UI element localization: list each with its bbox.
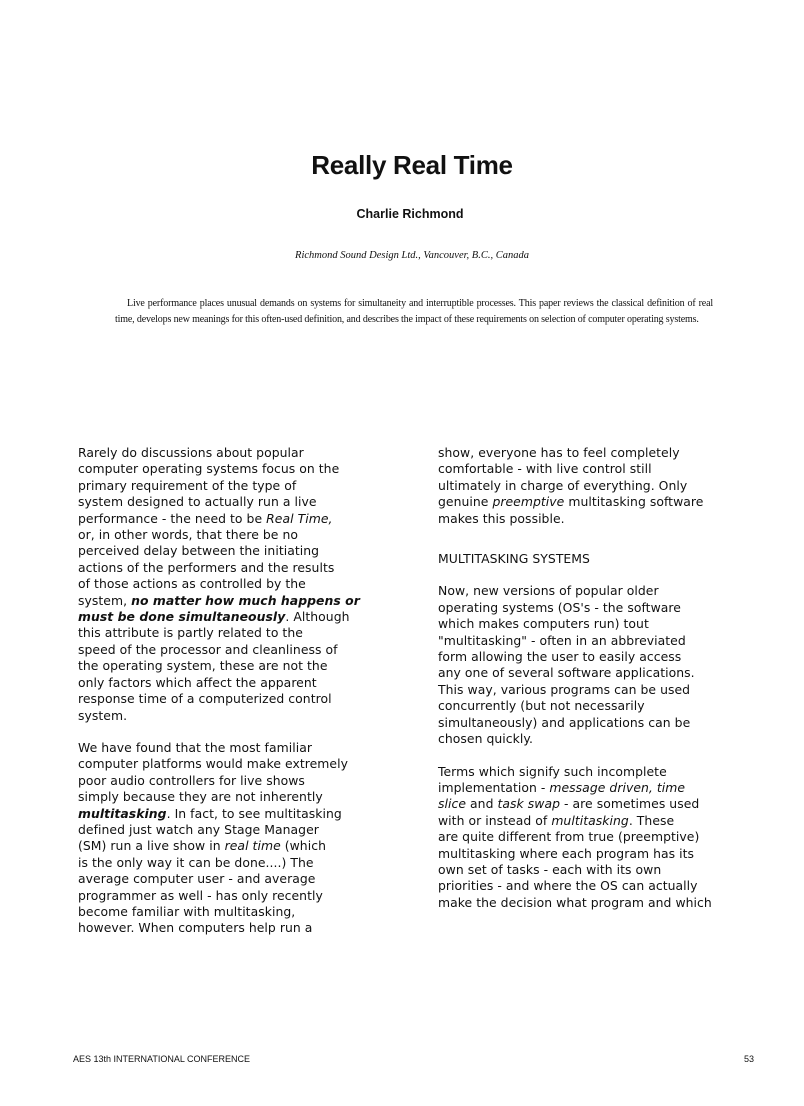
emphasis-multitasking: multitasking [78, 805, 167, 821]
footer-conference: AES 13th INTERNATIONAL CONFERENCE [73, 1054, 251, 1064]
author-affiliation: Richmond Sound Design Ltd., Vancouver, B.C., Canada [295, 250, 529, 261]
abstract: Live performance places unusual demands on systems for simultaneity and interruptible processes. This paper reviews the classical definition of real time, develops new meanings for this often-used definition, and describes the impact of these requirements on selection of computer operating systems. [115, 298, 713, 325]
right-column [438, 445, 768, 911]
paragraph-show: show, everyone has to feel completely comfortable - with live control still ultimately in charge of everything. Only genuine preemptive multitasking software makes this possible. [438, 445, 704, 526]
paragraph-os: Now, new versions of popular older operating systems (OS's - the software which makes computers run) tout "multitasking" - often in an abbreviated form allowing the user to easily access any one of several software applications. This way, various programs can be used concurrently (but not necessarily simultaneously) and applications can be chosen quickly. [438, 583, 695, 747]
page-number: 53 [744, 1054, 755, 1064]
left-column [78, 445, 408, 937]
paragraph-intro: Rarely do discussions about popular computer operating systems focus on the primary requirement of the type of system designed to actually run a live performance - the need to be Real Time, or, in other words, that there be no perceived delay between the initiating actions of the performers and the results of those actions as controlled by the system, no matter how much happens or must be done simultaneously. Although this attribute is partly related to the speed of the processor and cleanliness of the operating system, these are not the only factors which affect the apparent response time of a computerized control system. [78, 445, 360, 723]
section-heading: MULTITASKING SYSTEMS [438, 551, 590, 567]
author-name: Charlie Richmond [356, 207, 464, 221]
emphasis-no-matter: no matter how much happens or [131, 592, 360, 608]
paragraph-terms: Terms which signify such incomplete implementation - message driven, time slice and task swap - are sometimes used with or instead of multitasking. These are quite different from true (preemptive) multitasking where each program has its own set of tasks - each with its own priorities - and where the OS can actually make the decision what program and which [438, 763, 712, 910]
paragraph-platforms: We have found that the most familiar computer platforms would make extremely poor audio controllers for live shows simply because they are not inherently multitasking. In fact, to see multitasking defined just watch any Stage Manager (SM) run a live show in real time (which is the only way it can be done....) The average computer user - and average programmer as well - has only recently become familiar with multitasking, however. When computers help run a [78, 739, 348, 936]
paper-title: Really Real Time [311, 150, 513, 180]
emphasis-real-time: Real Time, [266, 510, 333, 526]
